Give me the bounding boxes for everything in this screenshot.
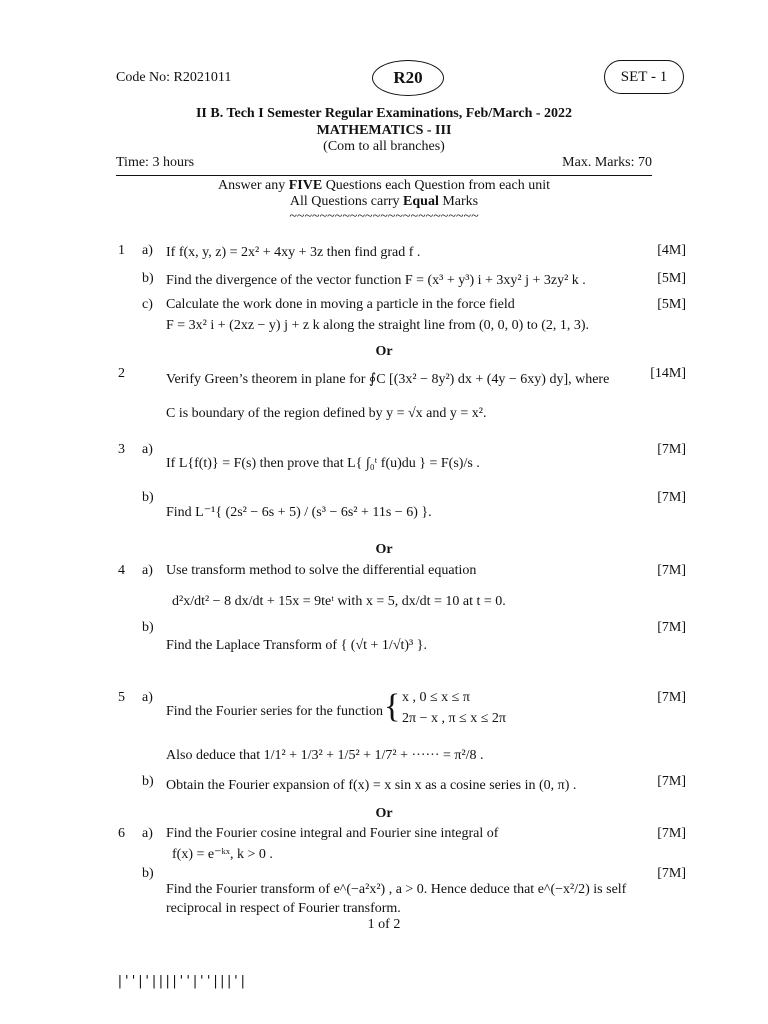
- q3a-text: If L{f(t)} = F(s) then prove that L{ ∫₀ᵗ f(u)du } = F(s)/s .: [166, 456, 480, 471]
- q5-number: 5: [118, 690, 125, 705]
- or-separator: Or: [375, 806, 393, 821]
- q1c-label: c): [142, 297, 153, 312]
- q6a-label: a): [142, 826, 153, 841]
- q5a-label: a): [142, 690, 153, 705]
- q1b-marks: [5M]: [657, 271, 686, 286]
- q4b-marks: [7M]: [657, 620, 686, 635]
- q4b-label: b): [142, 620, 154, 635]
- q5b-marks: [7M]: [657, 774, 686, 789]
- q3b-text: Find L⁻¹{ (2s² − 6s + 5) / (s³ − 6s² + 11s − 6) }.: [166, 505, 432, 520]
- q5b-label: b): [142, 774, 154, 789]
- tilde-divider: ~~~~~~~~~~~~~~~~~~~~~~~~~: [289, 209, 479, 224]
- q1c-marks: [5M]: [657, 297, 686, 312]
- q1b-text: Find the divergence of the vector function F = (x³ + y³) i + 3xy² j + 3zy² k .: [166, 273, 586, 288]
- q4a-equation: d²x/dt² − 8 dx/dt + 15x = 9teᵗ with x = 5, dx/dt = 10 at t = 0.: [172, 594, 506, 609]
- q5b-text: Obtain the Fourier expansion of f(x) = x sin x as a cosine series in (0, π) .: [166, 778, 577, 793]
- q5a-piece-2: 2π − x , π ≤ x ≤ 2π: [402, 711, 506, 726]
- q1b-label: b): [142, 271, 154, 286]
- q6a-marks: [7M]: [657, 826, 686, 841]
- q4a-marks: [7M]: [657, 563, 686, 578]
- q5a-marks: [7M]: [657, 690, 686, 705]
- q4a-label: a): [142, 563, 153, 578]
- q5a-text: Find the Fourier series for the function: [166, 704, 383, 719]
- or-separator: Or: [375, 344, 393, 359]
- q2-number: 2: [118, 366, 125, 381]
- q5a-brace: {: [384, 688, 401, 725]
- max-marks-label: Max. Marks: 70: [562, 155, 652, 170]
- q2-text-line2: C is boundary of the region defined by y = √x and y = x².: [166, 406, 487, 421]
- q3-number: 3: [118, 442, 125, 457]
- instruction-line-1: Answer any FIVE Questions each Question from each unit: [217, 178, 551, 193]
- q6b-label: b): [142, 866, 154, 881]
- page-number: 1 of 2: [367, 917, 401, 932]
- q3b-label: b): [142, 490, 154, 505]
- subject-title: MATHEMATICS - III: [316, 123, 452, 138]
- q6b-text: Find the Fourier transform of e^(−a²x²) , a > 0. Hence deduce that e^(−x²/2) is self: [166, 882, 627, 897]
- q6a-text: Find the Fourier cosine integral and Fourier sine integral of: [166, 826, 499, 841]
- q5a-piece-1: x , 0 ≤ x ≤ π: [402, 690, 470, 705]
- time-label: Time: 3 hours: [116, 155, 195, 170]
- q1a-marks: [4M]: [657, 243, 686, 258]
- q2-text: Verify Green’s theorem in plane for ∮C [(3x² − 8y²) dx + (4y − 6xy) dy], where: [166, 372, 610, 387]
- q5a-deduce: Also deduce that 1/1² + 1/3² + 1/5² + 1/7² + ······ = π²/8 .: [166, 748, 484, 763]
- q2-marks: [14M]: [650, 366, 686, 381]
- q1c-force-field: F = 3x² i + (2xz − y) j + z k along the straight line from (0, 0, 0) to (2, 1, 3).: [166, 318, 590, 333]
- q1a-text: If f(x, y, z) = 2x² + 4xy + 3z then find grad f .: [166, 245, 421, 260]
- set-badge: SET - 1: [604, 60, 684, 94]
- q4-number: 4: [118, 563, 125, 578]
- q1-number: 1: [118, 243, 125, 258]
- regulation-badge: R20: [372, 60, 444, 96]
- barcode: |''|'||||''|''|||'|: [116, 974, 246, 989]
- q6-number: 6: [118, 826, 125, 841]
- q1a-label: a): [142, 243, 153, 258]
- q3b-marks: [7M]: [657, 490, 686, 505]
- q3a-label: a): [142, 442, 153, 457]
- q6b-text-line2: reciprocal in respect of Fourier transform.: [166, 901, 401, 916]
- instruction-line-2: All Questions carry Equal Marks: [289, 194, 479, 209]
- q6b-marks: [7M]: [657, 866, 686, 881]
- exam-title: II B. Tech I Semester Regular Examinations, Feb/March - 2022: [195, 106, 573, 121]
- q4a-text: Use transform method to solve the differential equation: [166, 563, 477, 578]
- or-separator: Or: [375, 542, 393, 557]
- header-rule: [116, 175, 652, 176]
- q4b-text: Find the Laplace Transform of { (√t + 1/√t)³ }.: [166, 638, 427, 653]
- q6a-equation: f(x) = e⁻ᵏˣ, k > 0 .: [172, 847, 273, 862]
- q3a-marks: [7M]: [657, 442, 686, 457]
- code-number: Code No: R2021011: [116, 70, 232, 85]
- q1c-text: Calculate the work done in moving a particle in the force field: [166, 297, 515, 312]
- branches-note: (Com to all branches): [323, 139, 445, 154]
